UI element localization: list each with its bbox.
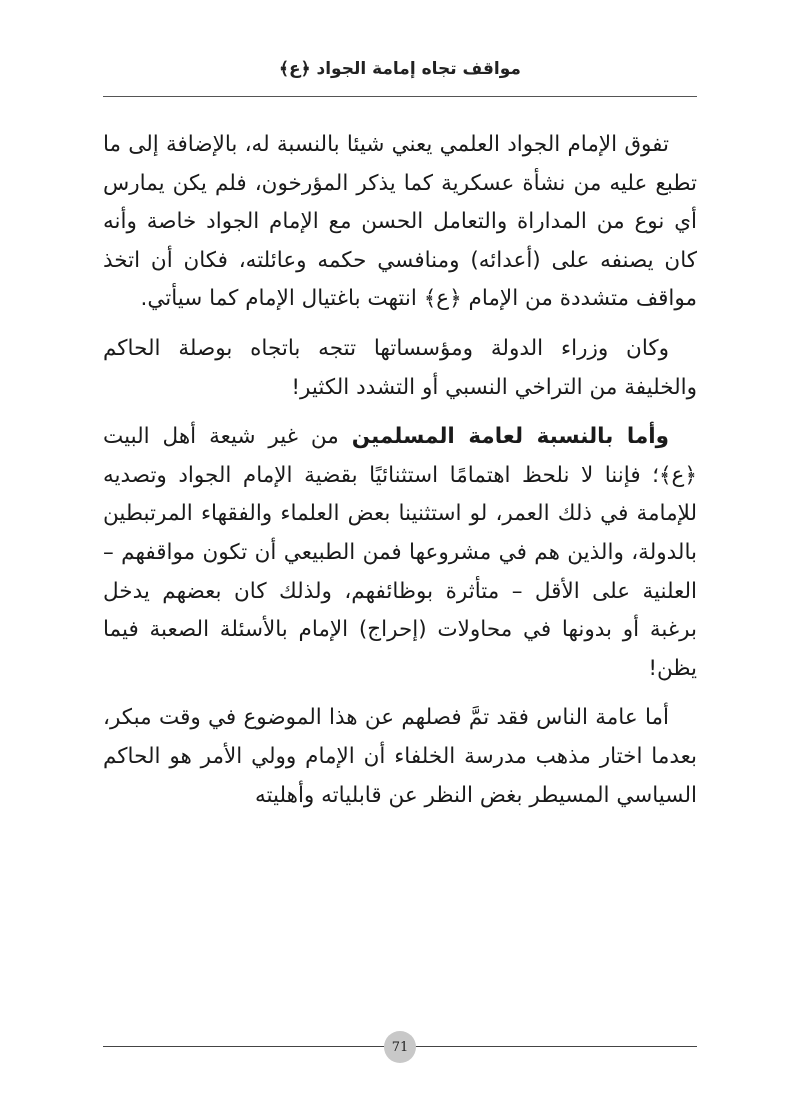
paragraph-3 bbox=[103, 418, 697, 688]
page-number: 71 bbox=[384, 1031, 416, 1063]
page-body bbox=[103, 126, 697, 826]
paragraph-3-lead: وأما بالنسبة لعامة المسلمين bbox=[351, 424, 669, 450]
paragraph-2: وكان وزراء الدولة ومؤسساتها تتجه باتجاه بوصلة الحاكم والخليفة من التراخي النسبي أو التشدد الكثير! bbox=[103, 335, 697, 400]
header-divider bbox=[103, 96, 697, 97]
paragraph-4: أما عامة الناس فقد تمَّ فصلهم عن هذا الموضوع في وقت مبكر، بعدما اختار مذهب مدرسة الخلفاء أن الإمام وولي الأمر هو الحاكم السياسي المسيطر بغض النظر عن قابلياته وأهليته bbox=[103, 705, 697, 808]
paragraph-1: تفوق الإمام الجواد العلمي يعني شيئا بالنسبة له، بالإضافة إلى ما تطبع عليه من نشأة عسكرية كما يذكر المؤرخون، فلم يكن يمارس أي نوع من المداراة والتعامل الحسن مع الإمام الجواد خاصة وأنه كان يصنفه على (أعدائه) ومنافسي حكمه وعائلته، فكان أن اتخذ مواقف متشددة من الإمام ﴿ع﴾ انتهت باغتيال الإمام كما سيأتي. bbox=[103, 132, 697, 312]
paragraph-3-text: من غير شيعة أهل البيت ﴿ع﴾؛ فإننا لا نلحظ اهتمامًا استثنائيًا بقضية الإمام الجواد وتصديه للإمامة في ذلك العمر، لو استثنينا بعض العلماء والفقهاء المرتبطين بالدولة، والذين هم في مشروعها فمن الطبيعي أن تكون مواقفهم – العلنية على الأقل – متأثرة بوظائفهم، ولذلك كان بعضهم يدخل برغبة أو بدونها في محاولات (إحراج) الإمام بالأسئلة الصعبة فيما يظن! bbox=[103, 424, 697, 681]
running-header: مواقف تجاه إمامة الجواد ﴿ع﴾ bbox=[279, 59, 521, 79]
